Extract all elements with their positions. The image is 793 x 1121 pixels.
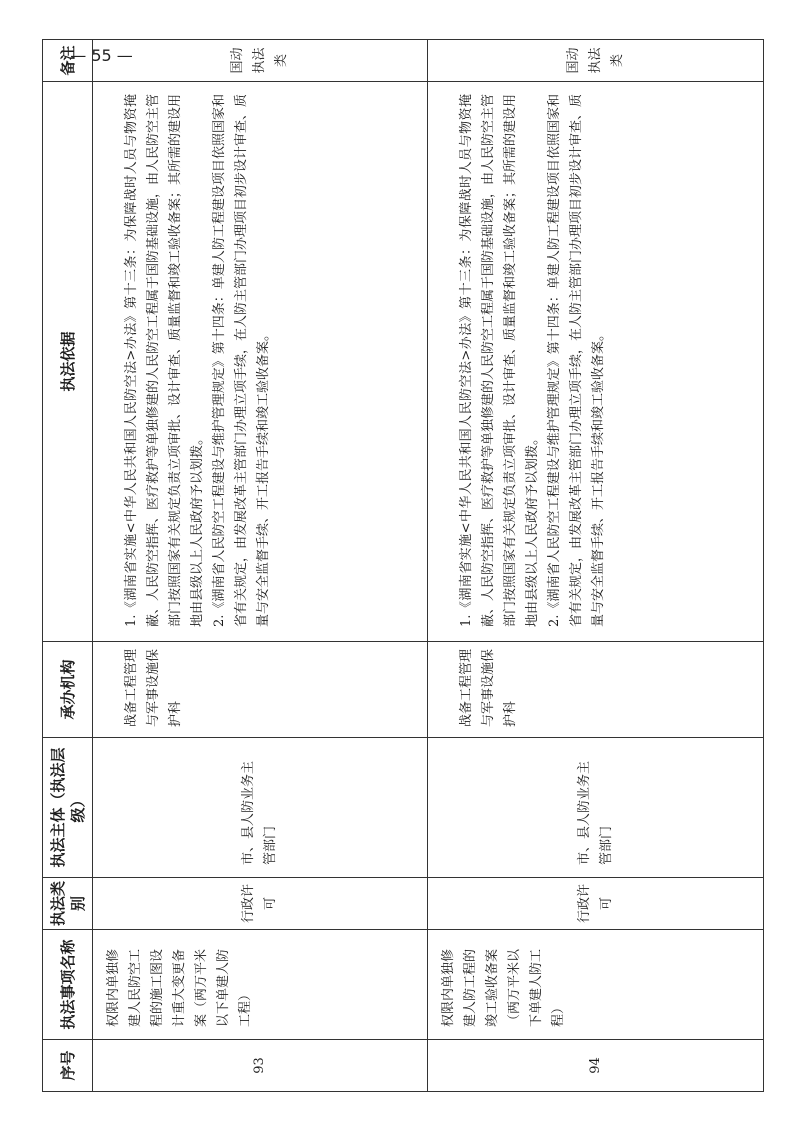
row-category: 行政许可	[428, 878, 764, 930]
header-basis: 执法依据	[43, 82, 93, 642]
row-subject: 市、县人防业务主管部门	[93, 738, 428, 878]
header-category: 执法类别	[43, 878, 93, 930]
row-note: 国动执法类	[428, 40, 764, 82]
header-unit: 承办机构	[43, 642, 93, 738]
table-row	[93, 40, 428, 1092]
basis-paragraph: 1.《湖南省实施<中华人民共和国人民防空法>办法》第十三条：为保障战时人员与物资掩蔽、人民防空指挥、医疗救护等单独修建的人民防空工程属于国防基础设施，由人民防空主管部门按照国家有关规定负责立项审批、设计审查、质量监督和竣工验收备案；其所需的建设用地由县级以上人民政府予以划拨。	[459, 93, 540, 627]
row-item-name: 权限内单独修建人民防空工程的施工图设计重大变更备案（两万平米以下单建人防工程）	[93, 930, 428, 1040]
row-item-name: 权限内单独修建人防工程的竣工验收备案（两万平米以下单建人防工程）	[428, 930, 764, 1040]
header-seq: 序号	[43, 1040, 93, 1092]
page-number: — 55 —	[70, 45, 133, 65]
row-note: 国动执法类	[93, 40, 428, 82]
header-name: 执法事项名称	[43, 930, 93, 1040]
basis-paragraph: 2.《湖南省人民防空工程建设与维护管理规定》第十四条：单建人防工程建设项目依照国家和省有关规定，由发展改革主管部门办理立项手续，在人防主管部门办理项目初步设计审查、质量与安全监督手续、开工报告手续和竣工验收备案。	[212, 93, 271, 627]
row-seq: 94	[428, 1040, 764, 1092]
header-note: 备注	[43, 40, 93, 82]
row-basis	[93, 82, 428, 642]
row-basis	[428, 82, 764, 642]
row-category: 行政许可	[93, 878, 428, 930]
table-row	[428, 40, 764, 1092]
header-row	[43, 40, 93, 1092]
row-unit: 战备工程管理与军事设施保护科	[93, 642, 428, 738]
row-subject: 市、县人防业务主管部门	[428, 738, 764, 878]
law-enforcement-table	[42, 39, 764, 1092]
basis-paragraph: 1.《湖南省实施<中华人民共和国人民防空法>办法》第十三条：为保障战时人员与物资掩蔽、人民防空指挥、医疗救护等单独修建的人民防空工程属于国防基础设施，由人民防空主管部门按照国家有关规定负责立项审批、设计审查、质量监督和竣工验收备案；其所需的建设用地由县级以上人民政府予以划拨。	[124, 93, 205, 627]
row-unit: 战备工程管理与军事设施保护科	[428, 642, 764, 738]
basis-paragraph: 2.《湖南省人民防空工程建设与维护管理规定》第十四条：单建人防工程建设项目依照国家和省有关规定，由发展改革主管部门办理立项手续，在人防主管部门办理项目初步设计审查、质量与安全监督手续、开工报告手续和竣工验收备案。	[547, 93, 606, 627]
header-subject: 执法主体（执法层级）	[43, 738, 93, 878]
row-seq: 93	[93, 1040, 428, 1092]
